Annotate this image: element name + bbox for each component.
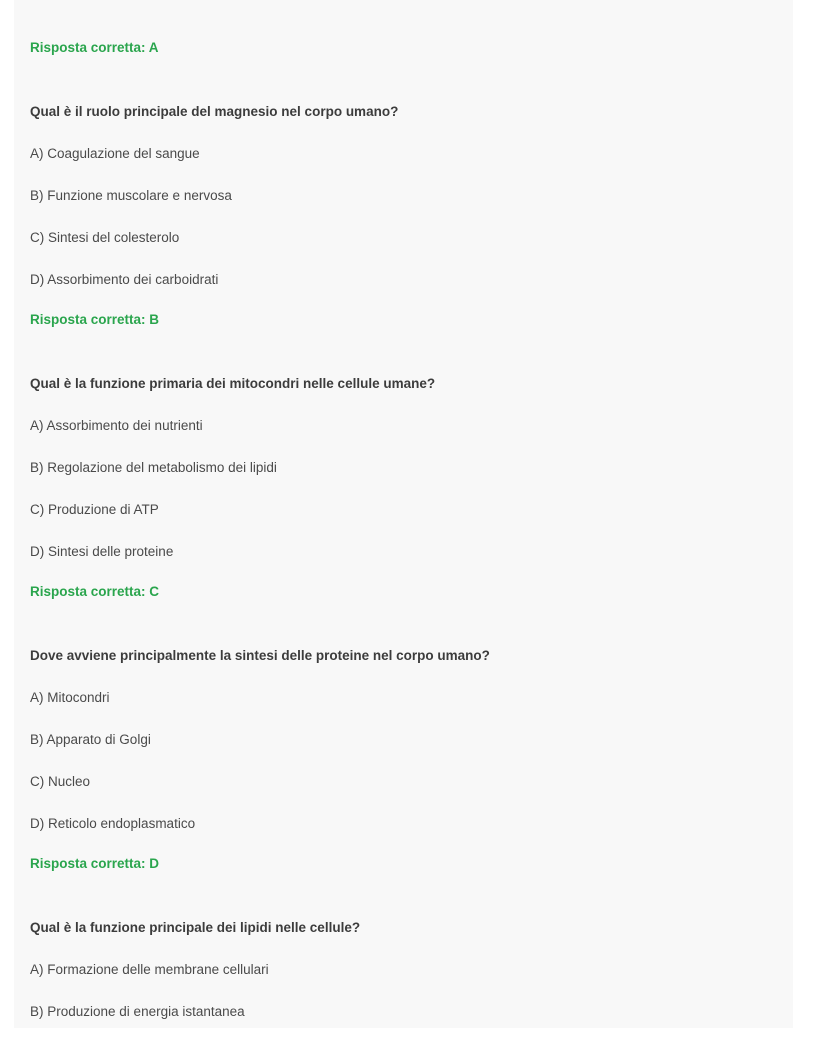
question-option: D) Sintesi delle proteine [30, 544, 174, 559]
spacer [30, 122, 770, 144]
question-option: A) Assorbimento dei nutrienti [30, 418, 203, 433]
quiz-flow [30, 0, 770, 1022]
question-option: A) Formazione delle membrane cellulari [30, 962, 269, 977]
question-option: D) Assorbimento dei carboidrati [30, 272, 219, 287]
quiz-content-sheet [14, 0, 793, 1028]
answer-correct: Risposta corretta: C [30, 584, 160, 599]
spacer [30, 666, 770, 688]
question-option: C) Produzione di ATP [30, 502, 159, 517]
question-prompt: Qual è il ruolo principale del magnesio nel corpo umano? [30, 104, 399, 119]
spacer-after-answer [30, 602, 770, 646]
question-option: B) Funzione muscolare e nervosa [30, 188, 232, 203]
spacer [30, 938, 770, 960]
question-prompt: Dove avviene principalmente la sintesi delle proteine nel corpo umano? [30, 648, 490, 663]
question-option: C) Sintesi del colesterolo [30, 230, 180, 245]
spacer-after-leading-answer [30, 58, 770, 102]
spacer [30, 290, 770, 310]
question-option: C) Nucleo [30, 774, 91, 789]
answer-correct-leading: Risposta corretta: A [30, 40, 159, 55]
spacer [30, 980, 770, 1002]
spacer [30, 206, 770, 228]
spacer [30, 248, 770, 270]
spacer [30, 478, 770, 500]
question-prompt: Qual è la funzione primaria dei mitocondri nelle cellule umane? [30, 376, 436, 391]
answer-correct: Risposta corretta: D [30, 856, 160, 871]
question-option: A) Coagulazione del sangue [30, 146, 200, 161]
spacer [30, 436, 770, 458]
spacer [30, 520, 770, 542]
question-option: A) Mitocondri [30, 690, 110, 705]
spacer-after-answer [30, 330, 770, 374]
question-option: B) Produzione di energia istantanea [30, 1004, 245, 1019]
spacer [30, 708, 770, 730]
spacer [30, 792, 770, 814]
question-prompt: Qual è la funzione principale dei lipidi nelle cellule? [30, 920, 361, 935]
spacer [30, 164, 770, 186]
question-option: B) Regolazione del metabolismo dei lipidi [30, 460, 277, 475]
spacer-top [30, 0, 770, 38]
spacer [30, 394, 770, 416]
spacer [30, 834, 770, 854]
question-option: D) Reticolo endoplasmatico [30, 816, 196, 831]
answer-correct: Risposta corretta: B [30, 312, 160, 327]
question-option: B) Apparato di Golgi [30, 732, 151, 747]
spacer [30, 750, 770, 772]
spacer-after-answer [30, 874, 770, 918]
spacer [30, 562, 770, 582]
